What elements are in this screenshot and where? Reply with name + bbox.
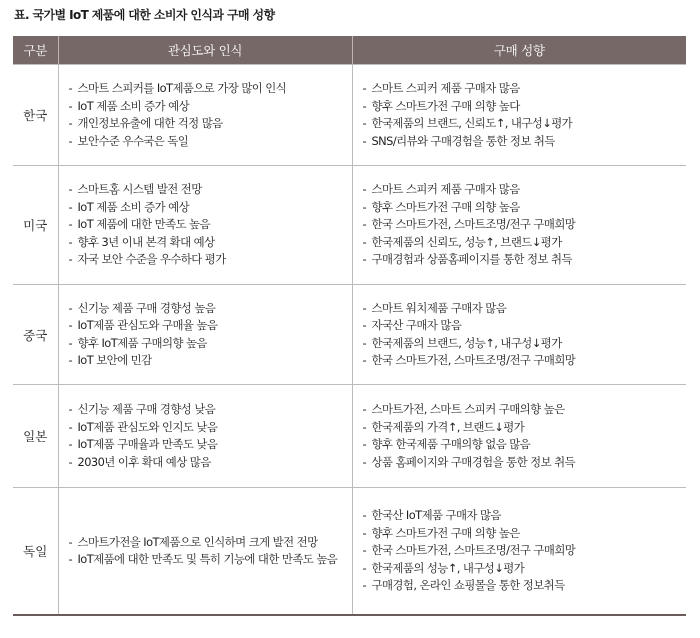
purchase-cell — [352, 488, 686, 616]
awareness-cell — [58, 488, 352, 616]
list-item: - 자국 보안 수준을 우수하다 평가 — [69, 251, 352, 269]
list-item: - 신기능 제품 구매 경향성 낮음 — [69, 401, 352, 419]
list-item: - 신기능 제품 구매 경향성 높음 — [69, 300, 352, 318]
list-item: - 한국제품의 신뢰도, 성능↑, 브랜드↓평가 — [363, 234, 687, 252]
table-caption: 표. 국가별 IoT 제품에 대한 소비자 인식과 구매 성향 — [14, 8, 275, 22]
list-item: - 스마트가전을 IoT제품으로 인식하며 크게 발전 전망 — [69, 534, 352, 552]
list-item: - 향후 스마트가전 구매 의향 높음 — [363, 199, 687, 217]
list-item: - 상품 홈페이지와 구매경험을 통한 정보 취득 — [363, 454, 687, 472]
table-header-row — [13, 36, 686, 65]
country-cell: 일본 — [13, 385, 58, 488]
consumer-awareness-table — [13, 36, 686, 616]
list-item: - 스마트홈 시스템 발전 전망 — [69, 181, 352, 199]
country-cell: 중국 — [13, 285, 58, 385]
list-item: - SNS/리뷰와 구매경험을 통한 정보 취득 — [363, 133, 687, 151]
list-item: - 스마트 워치제품 구매자 많음 — [363, 300, 687, 318]
list-item: - 스마트 스피커 제품 구매자 많음 — [363, 80, 687, 98]
awareness-cell — [58, 65, 352, 166]
awareness-cell — [58, 166, 352, 285]
list-item: - 스마트가전, 스마트 스피커 구매의향 높은 — [363, 401, 687, 419]
list-item: - 한국제품의 브랜드, 신뢰도↑, 내구성↓평가 — [363, 115, 687, 133]
list-item: - IoT제품 관심도와 인지도 낮음 — [69, 419, 352, 437]
list-item: - 스마트 스피커를 IoT제품으로 가장 많이 인식 — [69, 80, 352, 98]
list-item: - IoT 제품 소비 증가 예상 — [69, 199, 352, 217]
list-item: - 보안수준 우수국은 독일 — [69, 133, 352, 151]
table-row — [13, 385, 686, 488]
country-cell: 독일 — [13, 488, 58, 616]
awareness-cell — [58, 285, 352, 385]
header-category: 구분 — [13, 36, 58, 65]
header-purchase: 구매 성향 — [352, 36, 686, 65]
country-cell: 한국 — [13, 65, 58, 166]
list-item: - 개인정보유출에 대한 걱정 많음 — [69, 115, 352, 133]
list-item: - 향후 IoT제품 구매의향 높음 — [69, 335, 352, 353]
table-row — [13, 65, 686, 166]
list-item: - 향후 3년 이내 본격 확대 예상 — [69, 234, 352, 252]
purchase-cell — [352, 285, 686, 385]
list-item: - 향후 스마트가전 구매 의향 높다 — [363, 98, 687, 116]
list-item: - 향후 한국제품 구매의향 없음 많음 — [363, 436, 687, 454]
list-item: - 구매경험, 온라인 쇼핑몰을 통한 정보취득 — [363, 577, 687, 595]
list-item: - IoT 보안에 민감 — [69, 352, 352, 370]
list-item: - 한국제품의 가격↑, 브랜드↓평가 — [363, 419, 687, 437]
list-item: - 한국 스마트가전, 스마트조명/전구 구매희망 — [363, 542, 687, 560]
list-item: - 한국산 IoT제품 구매자 많음 — [363, 507, 687, 525]
table-row — [13, 285, 686, 385]
list-item: - IoT제품 관심도와 구매율 높음 — [69, 317, 352, 335]
header-awareness: 관심도와 인식 — [58, 36, 352, 65]
list-item: - 한국 스마트가전, 스마트조명/전구 구매희망 — [363, 216, 687, 234]
table-row — [13, 488, 686, 616]
list-item: - IoT 제품 소비 증가 예상 — [69, 98, 352, 116]
purchase-cell — [352, 166, 686, 285]
list-item: - IoT제품 구매율과 만족도 낮음 — [69, 436, 352, 454]
list-item: - IoT제품에 대한 만족도 및 특히 기능에 대한 만족도 높음 — [69, 551, 352, 569]
list-item: - IoT 제품에 대한 만족도 높음 — [69, 216, 352, 234]
country-cell: 미국 — [13, 166, 58, 285]
purchase-cell — [352, 65, 686, 166]
list-item: - 향후 스마트가전 구매 의향 높은 — [363, 525, 687, 543]
list-item: - 한국제품의 브랜드, 성능↑, 내구성↓평가 — [363, 335, 687, 353]
list-item: - 한국제품의 성능↑, 내구성↓평가 — [363, 560, 687, 578]
list-item: - 구매경험과 상품홈페이지를 통한 정보 취득 — [363, 251, 687, 269]
list-item: - 자국산 구매자 많음 — [363, 317, 687, 335]
awareness-cell — [58, 385, 352, 488]
list-item: - 스마트 스피커 제품 구매자 많음 — [363, 181, 687, 199]
purchase-cell — [352, 385, 686, 488]
table-row — [13, 166, 686, 285]
list-item: - 2030년 이후 확대 예상 많음 — [69, 454, 352, 472]
list-item: - 한국 스마트가전, 스마트조명/전구 구매희망 — [363, 352, 687, 370]
